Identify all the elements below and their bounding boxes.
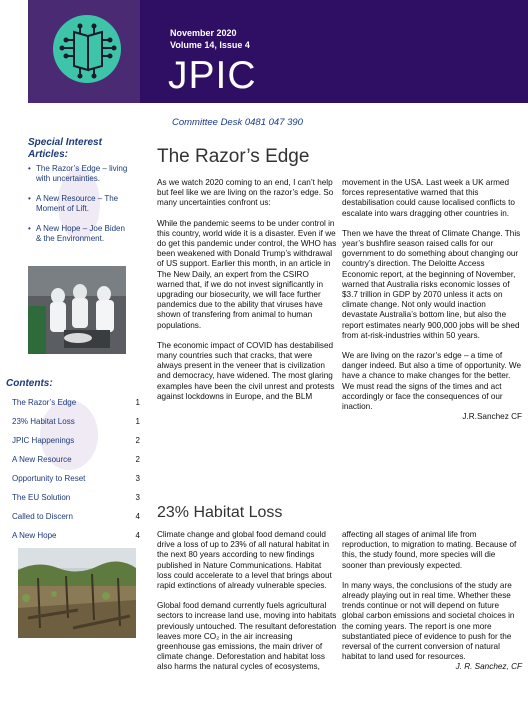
toc-title[interactable]: A New Resource [12,455,72,464]
toc-title[interactable]: Opportunity to Reset [12,474,86,483]
special-interest-item[interactable]: • A New Hope – Joe Biden & the Environment. [28,224,128,244]
issue-date: November 2020 [170,28,237,38]
special-interest-item[interactable]: • A New Resource – The Moment of Lift. [28,194,128,214]
article-column [342,178,522,422]
article-title: The Razor’s Edge [157,146,310,167]
contents-title: Contents: [6,378,53,389]
author-signature: J. R. Sanchez, CF [455,662,522,672]
toc-row[interactable] [12,455,140,474]
toc-title[interactable]: The Razor’s Edge [12,398,77,407]
toc-page: 3 [135,474,140,483]
article-title: 23% Habitat Loss [157,504,283,521]
article-paragraph: affecting all stages of animal life from reproduction, to migration to mating. Because of this, the study found, more species will die sooner than previously expected. [342,530,517,570]
article-paragraph: In many ways, the conclusions of the study are already playing out in real time. Whether these trends continue or not will depend on future global carbon emissions and societal choices in the coming years. The report is one more substantiated piece of evidence to push for the reversal of the current conversion of natural habitat to land used for resources. [342,580,515,662]
toc-page: 1 [135,398,140,407]
article-paragraph: Climate change and global food demand could drive a loss of up to 23% of all natural habitat in the next 80 years according to new findings published in Nature Communications. Habitat loss could accelerate to a level that brings about rapid extinctions of already vulnerable species. [157,530,332,591]
biosecurity-photo [28,266,126,354]
toc-row[interactable] [12,474,140,493]
toc-page: 4 [135,531,140,540]
contact-line: Committee Desk 0481 047 390 [172,117,303,128]
toc-title[interactable]: Called to Discern [12,512,73,521]
toc-row[interactable] [12,512,140,531]
masthead-title: JPIC [168,54,257,97]
toc-row[interactable] [12,436,140,455]
toc-page: 3 [135,493,140,502]
article-paragraph: While the pandemic seems to be under control in this country, world wide it is a disaster. Even if we do get this pandemic under control, the WHO has been weakened with Donald Trump’s withdrawal of US support. Earlier this month, in an article in The New Daily, an expert from the CSIRO warned that, if we do not invest significantly in upgrading our biosecurity, we will face further pandemics due to the ability that viruses have shown of transfering from animal to human populations. [157,218,337,330]
toc-page: 4 [135,512,140,521]
toc-row[interactable] [12,493,140,512]
author-signature: J.R.Sanchez CF [462,412,522,422]
article-column [157,530,337,683]
toc-title[interactable]: JPIC Happenings [12,436,75,445]
article-column [342,530,522,673]
article-paragraph: The economic impact of COVID has destabilised many countries such that cracks, that were always present in the veneer that is civilization and democracy, have widened. The most glaring examples have been the civil unrest and protests against lockdowns in Europe, and the BLM [157,340,335,401]
toc-row[interactable] [12,417,140,436]
special-interest-title: Special Interest Articles: [28,137,102,160]
article-paragraph: We are living on the razor’s edge – a time of danger indeed. But also a time of opportunity. We have a chance to make changes for the better. We must read the signs of the times and act accordingly or face the consequences of our inaction. [342,351,522,412]
article-paragraph: movement in the USA. Last week a UK armed forces representative warned that this destabilisation could cause localised conflicts to escalate into wars dragging other countries in. [342,178,515,218]
toc-title[interactable]: 23% Habitat Loss [12,417,75,426]
table-of-contents [12,398,140,550]
special-interest-item[interactable]: • The Razor’s Edge – living with uncertainties. [28,164,128,184]
special-interest-list [28,164,128,254]
article-paragraph: As we watch 2020 coming to an end, I can’t help but feel like we are living on the razor’s edge. So many uncertainties confront us: [157,178,334,208]
toc-row[interactable] [12,398,140,417]
article-paragraph: Global food demand currently fuels agricultural sectors to increase land use, moving into habitats previously untouched. The resultant deforestation leaves more CO₂ in the air increasing greenhouse gas emissions, the main driver of climate change. Deforestation and habitat loss also harms the natural cycles of ecosystems, [157,601,337,672]
toc-page: 2 [135,455,140,464]
article-paragraph: Then we have the threat of Climate Change. This year’s bushfire season raised calls for our government to do something about changing our country’s direction. The Deloitte Access Economic report, at the beginning of November, warned that Australia risks economic losses of $3.7 trillion in GDP by 2070 unless it acts on climate change. Not only would inaction devastate Australia’s bottom line, but also the report estimates nearly 900,000 jobs will be shed from at-risk-industries within 50 years. [342,228,521,340]
deforestation-photo [18,548,136,638]
toc-title[interactable]: The EU Solution [12,493,71,502]
toc-page: 2 [135,436,140,445]
toc-title[interactable]: A New Hope [12,531,57,540]
toc-page: 1 [135,417,140,426]
article-column [157,178,337,412]
issue-volume: Volume 14, Issue 4 [170,40,250,50]
jpic-logo-icon [52,14,122,84]
